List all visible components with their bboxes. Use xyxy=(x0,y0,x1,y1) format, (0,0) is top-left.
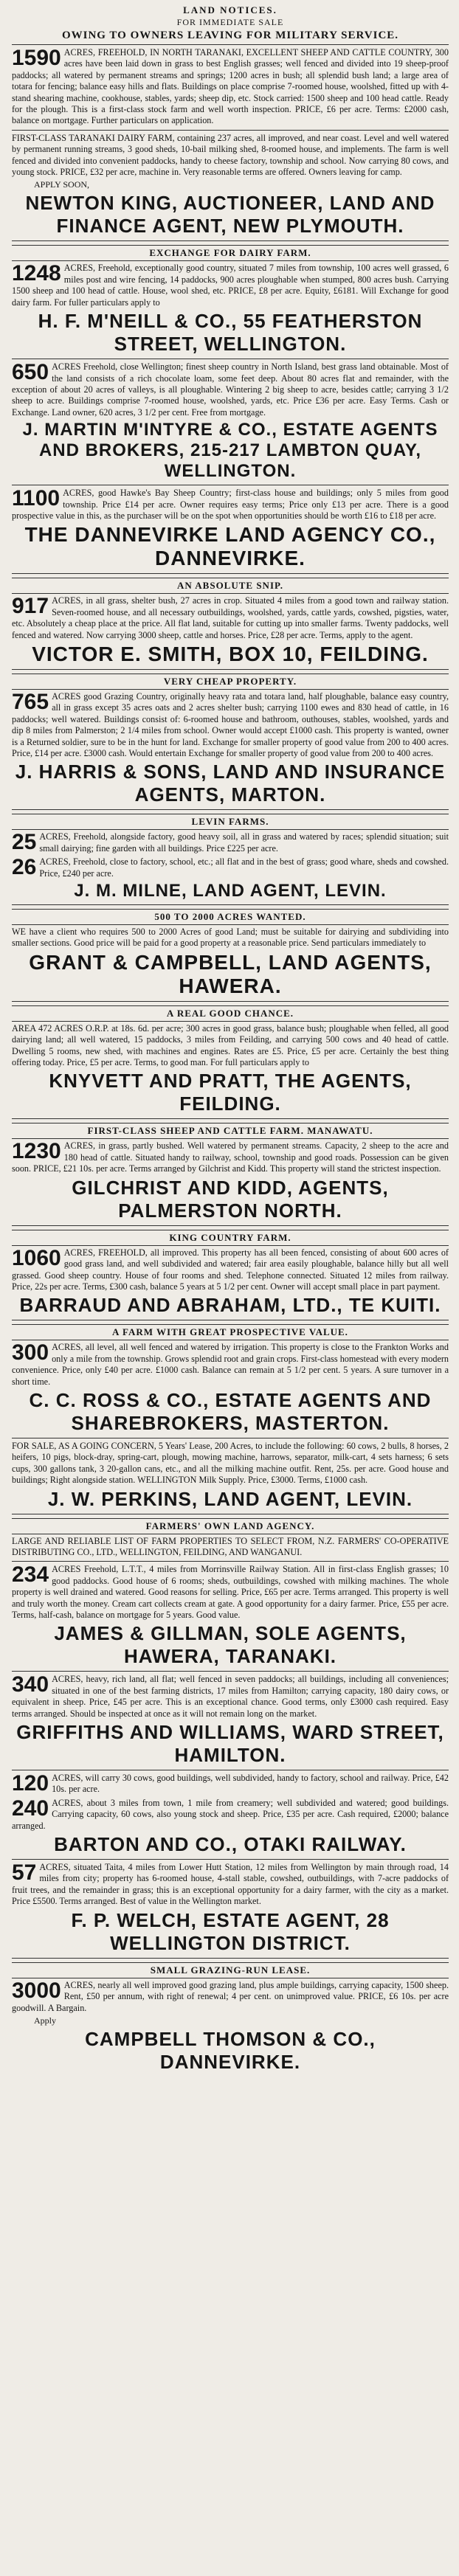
ad-lead-number: 917 xyxy=(12,594,49,619)
ad-lead-number: 1100 xyxy=(12,486,61,511)
agent-name: J. M. MILNE, LAND AGENT, LEVIN. xyxy=(74,881,387,901)
section-heading: A FARM WITH GREAT PROSPECTIVE VALUE. xyxy=(12,1324,449,1340)
ad-lead-number: 120 xyxy=(12,1771,49,1796)
section-heading: KING COUNTRY FARM. xyxy=(12,1230,449,1246)
ad-agent xyxy=(12,1833,449,1856)
agent-name: GRIFFITHS AND WILLIAMS, WARD STREET, HAMILTON. xyxy=(16,1721,444,1767)
ad-taita-57 xyxy=(12,1859,449,1958)
ad-body: ACRES, will carry 30 cows, good buildings, well subdivided, handy to factory, school and railway. Price, £42 10s. per acre. xyxy=(52,1773,449,1795)
agent-name: GILCHRIST AND KIDD, AGENTS, PALMERSTON NORTH. xyxy=(72,1176,389,1222)
ad-agent xyxy=(12,192,449,238)
section-heading: FARMERS' OWN LAND AGENCY. xyxy=(12,1518,449,1534)
section-heading: 500 TO 2000 ACRES WANTED. xyxy=(12,909,449,925)
ad-real-good-chance xyxy=(12,1001,449,1119)
ad-agent xyxy=(12,761,449,806)
section-heading: AN ABSOLUTE SNIP. xyxy=(12,578,449,594)
ad-apply: Apply xyxy=(34,2015,56,2026)
ad-wellington-650 xyxy=(12,359,449,485)
ad-body: ACRES, FREEHOLD, IN NORTH TARANAKI, EXCELLENT SHEEP AND CATTLE COUNTRY, 300 acres have been laid down in grass to best English grasses; well fenced and divided into 19 sheep-proof paddocks; all watered by permanent streams and springs; 1200 acres in bush; all splendid bush land; a large area of totara for fencing; balance easy hills and flats. Buildings on place comprise 7-roomed house, woolshed, fitted up with 4-stand shearing machine, cookhouse, stables, yards; sheep dip, etc. Stock carried: 1500 sheep and 100 head cattle. Ready for the plough. This is a first-class stock farm and well worth inspection. PRICE, £6 per acre. Terms: £2000 cash, balance on mortgage. Further particulars on application. xyxy=(12,47,449,126)
agent-name: GRANT & CAMPBELL, LAND AGENTS, HAWERA. xyxy=(29,950,432,997)
section-heading: EXCHANGE FOR DAIRY FARM. xyxy=(12,245,449,261)
ad-lead-number: 3000 xyxy=(12,1978,61,2003)
ad-agent xyxy=(12,1622,449,1668)
agent-name: VICTOR E. SMITH, BOX 10, FEILDING. xyxy=(32,642,429,665)
ad-body: FIRST-CLASS TARANAKI DAIRY FARM, containing 237 acres, all improved, and near coast. Level and well watered by permanent running streams, 3 good sheds, 10-bail milking shed, 8-roomed house, and implements. The farm is well fenced and divided into convenient paddocks, handy to cheese factory, township and school. Now carrying 80 cows, and young stock. PRICE, £32 per acre, machine in. Very reasonable terms are offered. Owners leaving for camp. xyxy=(12,132,449,178)
page-subtitle: FOR IMMEDIATE SALE xyxy=(176,17,284,27)
ad-very-cheap xyxy=(12,669,449,809)
ad-agent xyxy=(12,643,449,666)
ad-body: ACRES, heavy, rich land, all flat; well fenced in seven paddocks; all buildings, including all conveniences; situated in one of the best farming districts, 17 miles from Hamilton; carrying capacity, 180 dairy cows, or equivalent in sheep. Price, £45 per acre. This is an exceptional chance. Good terms, only £3000 cash required. Easy terms arranged. Should be inspected at once as it will not remain long on the market. xyxy=(12,1674,449,1719)
ad-body: ACRES, situated Taita, 4 miles from Lower Hutt Station, 12 miles from Wellington by main through road, 14 miles from city; property has 6-roomed house, 4-stall stable, cowshed, outbuildings, with 7-acre paddocks of fruit trees, and the remainder in grass; this is an exceptional opportunity for a dairy farmer, with the city as a market. Price £5500. Terms arranged. Best of value in the Wellington market. xyxy=(12,1862,449,1907)
ad-manawatu-1230 xyxy=(12,1118,449,1225)
ad-hamilton-340 xyxy=(12,1671,449,1770)
ad-body: ACRES, all level, all well fenced and watered by irrigation. This property is close to the Frankton Works and only a mile from the township. Grows splendid root and grain crops. First-class homestead with every modern convenience. Price, only £40 per acre. £1000 cash. Balance can remain at 5 1/2 per cent. 5 years. A sure turnover in a short time. xyxy=(12,1342,449,1387)
agent-name: BARTON AND CO., OTAKI RAILWAY. xyxy=(54,1833,407,1856)
section-heading: VERY CHEAP PROPERTY. xyxy=(12,674,449,690)
ad-body: ACRES, Freehold, close to factory, school, etc.; all flat and in the best of grass; good whare, sheds and cowshed. Price, £240 per acre. xyxy=(39,856,449,879)
ad-lead-number: 1060 xyxy=(12,1245,61,1270)
ad-prospective-value xyxy=(12,1320,449,1438)
ad-body: ACRES good Grazing Country, originally heavy rata and totara land, half ploughable, balance easy country, all in grass except 35 acres oats and 2 acres shelter bush; carrying 1100 ewes and 830 head of cattle, in 16 paddocks; well watered. Buildings consist of: 6-roomed house and bathroom, outhouses, stables, woolshed, yards and dip 8 miles from Palmerston; 2 1/4 miles from school. Owner would accept £1000 cash. This property is wanted, owner is a Returned soldier, sure to be in the hunt for land. Exchange for smaller property of good value from 200 to 400 acres. Price, £14 per acre. £3000 cash. Would entertain Exchange for smaller property of good value from 200 to 400 acres. xyxy=(12,690,449,758)
ad-body: ACRES, nearly all well improved good grazing land, plus ample buildings, carrying capacity, 1500 sheep. Rent, £50 per annum, with right of renewal; 4 per cent. on unimproved value. PRICE, £6 10s. per acre goodwill. A Bargain. xyxy=(12,1979,449,2013)
ad-agent xyxy=(12,2028,449,2074)
agent-name: CAMPBELL THOMSON & CO., DANNEVIRKE. xyxy=(85,2027,376,2073)
ad-exchange-dairy xyxy=(12,240,449,359)
ad-absolute-snip xyxy=(12,573,449,669)
ad-body: ACRES, FREEHOLD, all improved. This property has all been fenced, consisting of about 600 acres of good grass land, and well subdivided and watered; fair area easily ploughable, balance hilly but all well grassed. Good sheep country. House of four rooms and shed. Telephone connected. Situated 12 miles from railway. Price, 22s per acre. Terms, £300 cash, balance 5 years at 5 1/2 per cent. Owner will accept small place in part payment. xyxy=(12,1247,449,1292)
section-heading: LEVIN FARMS. xyxy=(12,814,449,830)
agent-name: C. C. ROSS & CO., ESTATE AGENTS AND SHAREBROKERS, MASTERTON. xyxy=(29,1388,432,1434)
agent-name: J. MARTIN M'INTYRE & CO., ESTATE AGENTS AND BROKERS, 215-217 LAMBTON QUAY, WELLINGTON. xyxy=(22,420,438,482)
ad-agent xyxy=(12,951,449,998)
ad-body: FOR SALE, AS A GOING CONCERN, 5 Years' Lease, 200 Acres, to include the following: 60 cows, 2 bulls, 8 horses, 2 heifers, 10 pigs, block-dray, spring-cart, plough, mowing machine, harrows, separator, milk-cart, 4 sets harness; 6 sets cups, 300 gallons tank, 3 20-gallon cans, etc., and all the milking machine outfit. Rent, 25s. per acre. Good house and buildings; Right alongside station. WELLINGTON Milk Supply. Price, £3000. Terms, £1000 cash. xyxy=(12,1440,449,1486)
ad-agent xyxy=(12,310,449,356)
ad-otaki xyxy=(12,1770,449,1859)
agent-name: JAMES & GILLMAN, SOLE AGENTS, HAWERA, TARANAKI. xyxy=(54,1622,407,1668)
ad-body: ACRES, good Hawke's Bay Sheep Country; first-class house and buildings; only 5 miles from good township. Price £14 per acre. Owner requires easy terms; Price only £13 per acre. There is a good prospective value in this, as the purchaser will be on the spot when opportunities should be worth £16 to £18 per acre. xyxy=(12,488,449,521)
ad-agent xyxy=(12,523,449,570)
ad-apply: APPLY SOON, xyxy=(34,179,90,190)
agent-name: THE DANNEVIRKE LAND AGENCY CO., DANNEVIRKE. xyxy=(24,523,436,570)
agent-name: NEWTON KING, AUCTIONEER, LAND AND FINANCE AGENT, NEW PLYMOUTH. xyxy=(25,192,435,238)
ad-lead-number: 234 xyxy=(12,1562,49,1588)
ad-lead-number: 765 xyxy=(12,689,49,714)
ad-lead-number: 1230 xyxy=(12,1139,61,1164)
ad-lead-number: 650 xyxy=(12,360,49,385)
agent-name: BARRAUD AND ABRAHAM, LTD., TE KUITI. xyxy=(19,1294,441,1317)
agent-name: KNYVETT AND PRATT, THE AGENTS, FEILDING. xyxy=(49,1070,412,1115)
ad-body: ACRES Freehold, L.T.T., 4 miles from Morrinsville Railway Station. All in first-class English grasses; 10 good paddocks. Good house of 6 rooms; sheds, outbuildings, cowshed with milking machines. The whole property is well drained and watered. Good reasons for selling. Price, £65 per acre. Terms arranged. This property is well and truly worth the money. Cream cart collects cream at gate. A good opportunity for a dairy farmer. Price, £55 per acre. Terms, half-cash, balance on mortgage for 5 years. Good value. xyxy=(12,1564,449,1620)
ad-lead-number: 240 xyxy=(12,1796,49,1821)
ad-agent xyxy=(12,881,449,901)
ad-acres-wanted xyxy=(12,904,449,1001)
ad-grazing-run-lease xyxy=(12,1958,449,2077)
ad-agent xyxy=(12,1909,449,1955)
ad-agent xyxy=(12,1070,449,1115)
ad-body: ACRES, Freehold, alongside factory, good heavy soil, all in grass and watered by races; splendid situation; suit small dairying; fine garden with all buildings. Price £225 per acre. xyxy=(39,831,449,854)
ad-hawkes-bay-1100 xyxy=(12,485,449,573)
ad-lead-number: 57 xyxy=(12,1860,37,1886)
ad-agent xyxy=(12,1389,449,1435)
ad-agent xyxy=(12,1294,449,1317)
agent-name: J. W. PERKINS, LAND AGENT, LEVIN. xyxy=(47,1487,413,1510)
ad-going-concern xyxy=(12,1438,449,1514)
ad-body: ACRES, in all grass, shelter bush, 27 acres in crop. Situated 4 miles from a good town and railway station. Seven-roomed house, and all necessary outbuildings, woolshed, yards, cattle yards, cowshed, pigsties, water, etc. Absolutely a cheap place at the price. All flat land, suitable for cutting up into smaller farms. Twenty paddocks, well fenced and watered. Now carrying 3000 sheep, cattle and horses. Price, £28 per acre. Terms, apply to the agent. xyxy=(12,595,449,640)
ad-morrinsville-234 xyxy=(12,1561,449,1671)
ad-body: ACRES Freehold, close Wellington; finest sheep country in North Island, best grass land obtainable. Most of the land consists of a rich chocolate loam, some feet deep. About 80 acres flat and remainder, with the exception of about 20 acres of valleys, is all ploughable. Wintering 2 big sheep to acre, besides cattle; carrying 3 1/2 sheep to acre. Buildings comprise 7-roomed house, woolshed, yards, etc. Price £36 per acre. Easy Terms. Cash or Exchange. Land owner, 620 acres, 3 1/2 per cent. Free from mortgage. xyxy=(12,361,449,418)
ad-lead-number: 25 xyxy=(12,830,37,855)
ad-body: LARGE AND RELIABLE LIST OF FARM PROPERTIES TO SELECT FROM, N.Z. FARMERS' CO-OPERATIVE DISTRIBUTING CO., LTD., WELLINGTON, FEILDING, AND WANGANUI. xyxy=(12,1535,449,1557)
ad-body: ACRES, in grass, partly bushed. Well watered by permanent streams. Capacity, 2 sheep to the acre and 180 head of cattle. Situated handy to railway, school, township and good roads. Possession can be given soon. PRICE, £21 10s. per acre. Terms arranged by Gilchrist and Kidd. This property will stand the strictest inspection. xyxy=(12,1140,449,1174)
agent-name: F. P. WELCH, ESTATE AGENT, 28 WELLINGTON DISTRICT. xyxy=(71,1908,390,1954)
ad-lead-number: 1590 xyxy=(12,46,61,70)
page-title: LAND NOTICES. xyxy=(183,4,277,15)
agent-name: H. F. M'NEILL & CO., 55 FEATHERSTON STREET, WELLINGTON. xyxy=(38,310,423,356)
ad-lead-number: 1248 xyxy=(12,261,61,286)
ad-agent xyxy=(12,1177,449,1222)
section-heading: FIRST-CLASS SHEEP AND CATTLE FARM. MANAWATU. xyxy=(12,1123,449,1139)
ad-lead-number: 340 xyxy=(12,1672,49,1697)
ad-lead-number: 26 xyxy=(12,855,37,880)
section-heading: SMALL GRAZING-RUN LEASE. xyxy=(12,1962,449,1978)
ad-body: ACRES, about 3 miles from town, 1 mile from creamery; well subdivided and watered; good buildings. Carrying capacity, 60 cows, also young stock and sheep. Price, £35 per acre. Cash required, £2000; balance arranged. xyxy=(12,1797,449,1831)
ad-agent xyxy=(12,1488,449,1511)
ad-taranaki-dairy xyxy=(12,130,449,241)
page-subtitle-2: OWING TO OWNERS LEAVING FOR MILITARY SERVICE. xyxy=(61,30,399,41)
ad-body: ACRES, Freehold, exceptionally good country, situated 7 miles from township, 100 acres well grassed, 6 miles post and wire fencing, 14 paddocks, 900 acres ploughable when stumped, 800 acres bush. Carrying 1500 sheep and 100 head of cattle. House, wool shed, etc. PRICE, £8 per acre. Equity, £6181. Will Exchange for good dairy farm. For fuller particulars apply to xyxy=(12,263,449,308)
section-heading: A REAL GOOD CHANCE. xyxy=(12,1005,449,1022)
ad-levin-farms xyxy=(12,809,449,904)
ad-farmers-own xyxy=(12,1514,449,1562)
ad-agent xyxy=(12,420,449,482)
ad-body: WE have a client who requires 500 to 2000 Acres of good Land; must be suitable for dairying and subdividing into smaller sections. Good price will be paid for a good property at a reasonable price. Send particulars immediately to xyxy=(12,927,449,949)
agent-name: J. HARRIS & SONS, LAND AND INSURANCE AGENTS, MARTON. xyxy=(15,761,446,806)
ad-king-country xyxy=(12,1225,449,1320)
ad-body: AREA 472 ACRES O.R.P. at 18s. 6d. per acre; 300 acres in good grass, balance bush; ploughable when felled, all good dairying land; all well watered, 15 paddocks, 3 miles from Feilding, and carrying 500 cows and 40 head of cattle. Dwelling 5 rooms, new shed, with machines and engines. Rates are £5. Price, £5 per acre. Certainly the best thing offering today. Price, £5 per acre. Terms, to good man. For full particulars apply to xyxy=(12,1022,449,1068)
ad-agent xyxy=(12,1721,449,1767)
ad-taranaki-1590 xyxy=(12,44,449,130)
ad-lead-number: 300 xyxy=(12,1340,49,1365)
